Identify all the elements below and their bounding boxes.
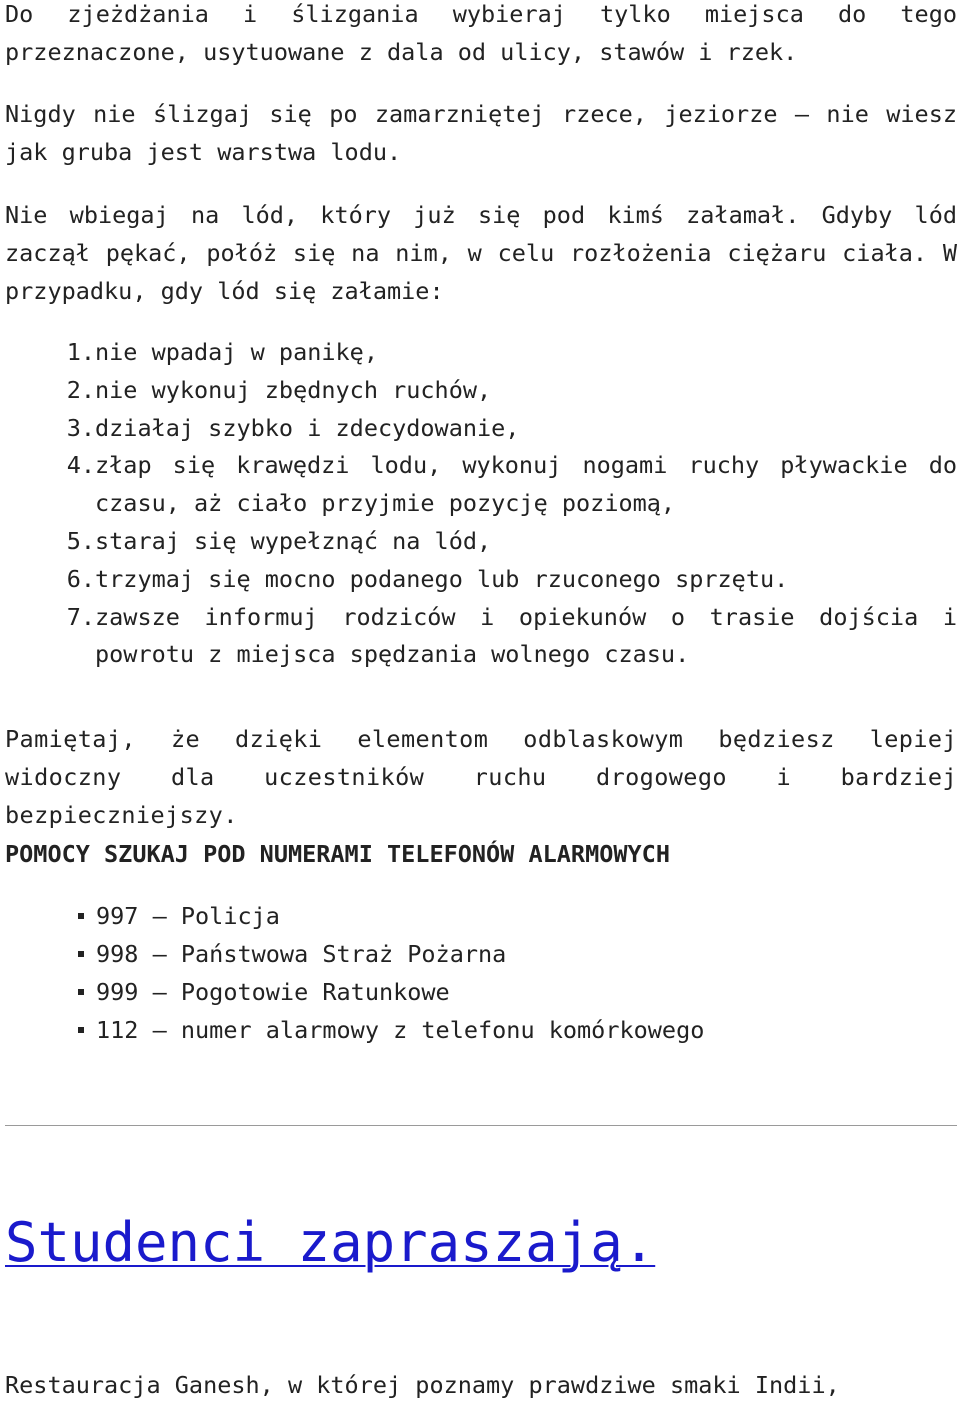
paragraph-frozen-water: Nigdy nie ślizgaj się po zamarzniętej rzece, jeziorze – nie wiesz jak gruba jest warstwa lodu. (5, 100, 957, 166)
list-item (5, 410, 957, 448)
bullet-icon (78, 989, 84, 995)
list-number: 2. (66, 375, 95, 404)
list-item (5, 1011, 704, 1049)
bullet-icon (78, 913, 84, 919)
bullet-icon (78, 1027, 84, 1033)
list-number: 5. (66, 526, 95, 555)
emergency-number: 112 – numer alarmowy z telefonu komórkowego (96, 1016, 705, 1044)
paragraph-reflective: Pamiętaj, że dzięki elementom odblaskowym będziesz lepiej widoczny dla uczestników ruchu drogowego i bardziej bezpieczniejszy. (5, 724, 957, 829)
list-item (5, 447, 957, 523)
list-number: 1. (66, 338, 95, 366)
paragraph-restaurant: Restauracja Ganesh, w której poznamy prawdziwe smaki Indii, (5, 1370, 840, 1399)
list-item (5, 973, 704, 1011)
post-divider (5, 1125, 957, 1126)
list-item (5, 372, 957, 410)
emergency-number: 998 – Państwowa Straż Pożarna (96, 940, 507, 968)
next-post-title-link[interactable]: Studenci zapraszają. (5, 1211, 656, 1274)
list-item (5, 561, 957, 599)
paragraph-sledding: Do zjeżdżania i ślizgania wybieraj tylko miejsca do tego przeznaczone, usytuowane z dala od ulicy, stawów i rzek. (5, 0, 957, 66)
list-item (5, 334, 957, 372)
paragraph-broken-ice: Nie wbiegaj na lód, który już się pod kimś załamał. Gdyby lód zaczął pękać, połóż się na nim, w celu rozłożenia ciężaru ciała. W przypadku, gdy lód się załamie: (5, 201, 957, 305)
list-text: trzymaj się mocno podanego lub rzuconego sprzętu. (95, 564, 789, 593)
list-text: staraj się wypełznąć na lód, (95, 526, 492, 555)
list-item (5, 523, 957, 561)
list-item (5, 935, 704, 973)
emergency-number: 999 – Pogotowie Ratunkowe (96, 978, 450, 1006)
ice-steps-list (5, 334, 957, 674)
list-number: 6. (66, 564, 95, 593)
list-text: działaj szybko i zdecydowanie, (95, 413, 520, 442)
emergency-numbers-list (5, 897, 704, 1049)
list-text: złap się krawędzi lodu, wykonuj nogami ruchy pływackie do czasu, aż ciało przyjmie pozycję poziomą, (95, 451, 957, 518)
list-item (5, 897, 704, 935)
emergency-heading: POMOCY SZUKAJ POD NUMERAMI TELEFONÓW ALARMOWYCH (5, 840, 670, 868)
list-number: 4. (66, 451, 95, 480)
list-text: zawsze informuj rodziców i opiekunów o trasie dojścia i powrotu z miejsca spędzania wolnego czasu. (95, 602, 957, 669)
list-text: nie wpadaj w panikę, (95, 338, 378, 366)
emergency-number: 997 – Policja (96, 902, 280, 930)
list-item (5, 599, 957, 675)
list-text: nie wykonuj zbędnych ruchów, (95, 375, 492, 404)
list-number: 7. (66, 602, 95, 631)
list-number: 3. (66, 413, 95, 442)
bullet-icon (78, 951, 84, 957)
